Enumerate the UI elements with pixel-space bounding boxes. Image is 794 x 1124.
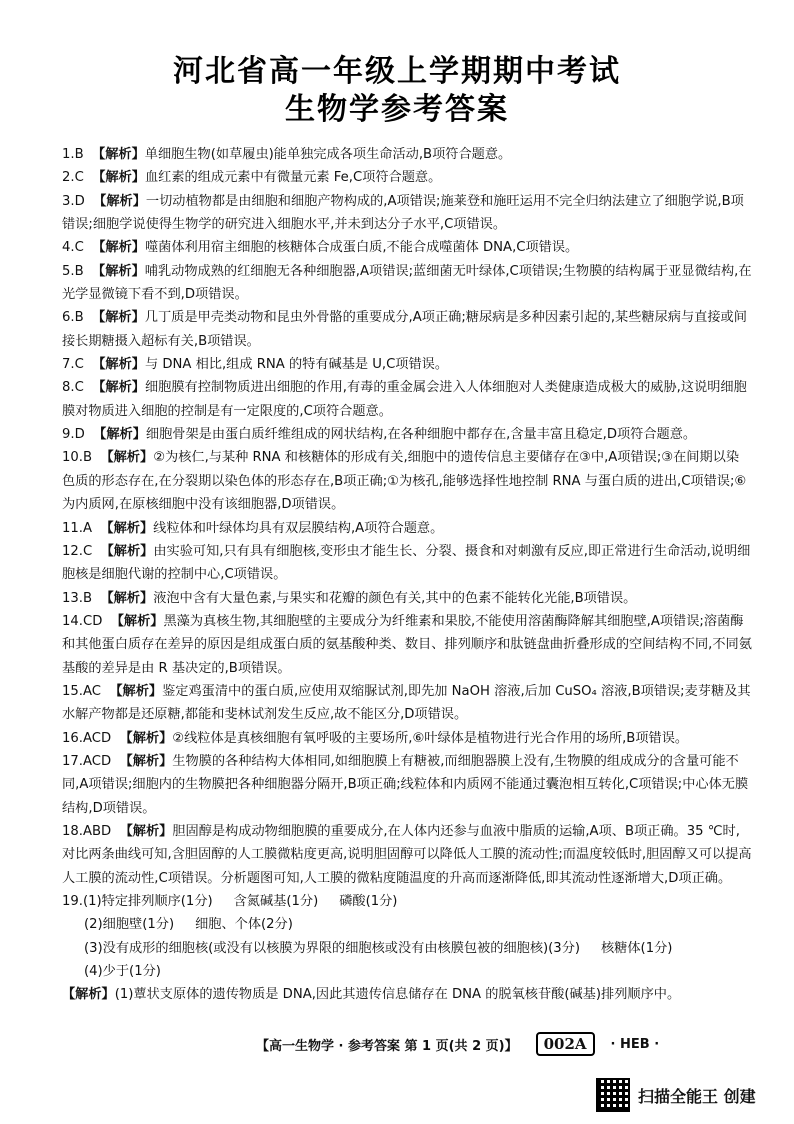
answer-letter: A <box>82 520 93 536</box>
analysis-text: ②线粒体是真核细胞有氧呼吸的主要场所,⑥叶绿体是植物进行光合作用的场所,B项错误。 <box>172 730 689 746</box>
question-number: 15. <box>62 683 83 699</box>
analysis-tag: 【解析】 <box>92 170 145 186</box>
analysis-tag: 【解析】 <box>62 987 115 1003</box>
analysis-text: 由实验可知,只有具有细胞核,变形虫才能生长、分裂、摄食和对刺激有反应,即正常进行生命活动,说明细胞核是细胞代谢的控制中心,C项错误。 <box>62 543 751 583</box>
analysis-text: 液泡中含有大量色素,与果实和花瓣的颜色有关,其中的色素不能转化光能,B项错误。 <box>153 590 637 606</box>
analysis-text: 一切动植物都是由细胞和细胞产物构成的,A项错误;施莱登和施旺运用不完全归纳法建立了细胞学说,B项错误;细胞学说使得生物学的研究进入细胞水平,并未到达分子水平,C项错误。 <box>62 193 744 233</box>
page-footer <box>256 1032 766 1056</box>
analysis-text: 线粒体和叶绿体均具有双层膜结构,A项符合题意。 <box>153 520 444 536</box>
answer-letter: D <box>74 427 85 443</box>
analysis-text: 生物膜的各种结构大体相同,如细胞膜上有糖被,而细胞器膜上没有,生物膜的组成成分的含量可能不同,A项错误;细胞内的生物膜把各种细胞器分隔开,B项正确;线粒体和内质网不能通过囊泡相互转化,C项错误;中心体无膜结构,D项错误。 <box>62 753 749 816</box>
paper-code: 002A <box>536 1032 595 1056</box>
answer-item <box>62 353 752 376</box>
answer-letter: ABD <box>82 823 112 839</box>
analysis-tag: 【解析】 <box>100 520 154 536</box>
analysis-tag: 【解析】 <box>119 753 173 769</box>
analysis-text: 胆固醇是构成动物细胞膜的重要成分,在人体内还参与血液中脂质的运输,A项、B项正确。35 ℃时,对比两条曲线可知,含胆固醇的人工膜微粘度更高,说明胆固醇可以降低人工膜的流动性;而温度较低时,胆固醇又可以提高人工膜的流动性,C项错误。分析题图可知,人工膜的微粘度随温度的升高而逐渐降低,即其流动性逐渐增大,D项正确。 <box>62 823 752 886</box>
page-title: 河北省高一年级上学期期中考试 <box>173 54 621 89</box>
analysis-tag: 【解析】 <box>92 147 145 162</box>
analysis-tag: 【解析】 <box>92 310 145 326</box>
answer-item <box>62 260 752 307</box>
answer-letter: D <box>74 193 85 209</box>
analysis-tag: 【解析】 <box>100 450 154 466</box>
analysis-text: 哺乳动物成熟的红细胞无各种细胞器,A项错误;蓝细菌无叶绿体,C项错误;生物膜的结构属于亚显微结构,在光学显微镜下看不到,D项错误。 <box>62 263 752 303</box>
answer-item <box>62 610 752 680</box>
question-number: 9. <box>62 427 75 443</box>
answer-letter: B <box>82 590 93 606</box>
answer-letter: C <box>74 240 84 256</box>
analysis-text: ②为核仁,与某种 RNA 和核糖体的形成有关,细胞中的遗传信息主要储存在③中,A项错误;③在间期以染色质的形态存在,在分裂期以染色体的形态存在,B项正确;①为核孔,能够选择性地控制 RNA 与蛋白质的进出,C项错误;⑥为内质网,在原核细胞中没有该细胞器,D项错误。 <box>62 450 747 513</box>
question-number: 7. <box>62 357 75 373</box>
analysis-text: 细胞膜有控制物质进出细胞的作用,有毒的重金属会进入人体细胞对人类健康造成极大的威胁,这说明细胞膜对物质进入细胞的控制是有一定限度的,C项符合题意。 <box>62 380 747 419</box>
question-number: 13. <box>62 590 83 606</box>
answer-line: (2)细胞壁(1分) 细胞、个体(2分) <box>84 917 293 933</box>
answer-item <box>62 727 752 750</box>
analysis-text: 鉴定鸡蛋清中的蛋白质,应使用双缩脲试剂,即先加 NaOH 溶液,后加 CuSO₄ 溶液,B项错误;麦芽糖及其水解产物都是还原糖,都能和斐林试剂发生反应,故不能区分,D项错误。 <box>62 683 751 723</box>
analysis-tag: 【解析】 <box>110 613 164 629</box>
answer-item <box>62 166 752 189</box>
answer-letter: B <box>74 310 84 326</box>
answer-item <box>62 587 752 610</box>
question-number: 17. <box>62 753 83 769</box>
scanner-watermark <box>596 1078 756 1112</box>
analysis-text: 单细胞生物(如草履虫)能单独完成各项生命活动,B项符合题意。 <box>144 147 512 162</box>
analysis-text: 血红素的组成元素中有微量元素 Fe,C项符合题意。 <box>144 170 442 186</box>
question-number: 1. <box>62 147 75 162</box>
analysis-text: 与 DNA 相比,组成 RNA 的特有碱基是 U,C项错误。 <box>144 357 449 373</box>
question-number: 2. <box>62 170 75 186</box>
answer-item <box>62 236 752 259</box>
answer-letter: B <box>74 263 84 279</box>
answer-letter: B <box>82 450 93 466</box>
answer-letter: AC <box>82 683 101 699</box>
answer-letter: CD <box>82 613 103 629</box>
analysis-tag: 【解析】 <box>93 193 146 209</box>
analysis-tag: 【解析】 <box>119 823 173 839</box>
analysis-tag: 【解析】 <box>92 357 145 373</box>
answer-item <box>62 423 752 446</box>
answer-letter: C <box>74 357 84 373</box>
answer-letter: B <box>74 147 84 162</box>
analysis-tag: 【解析】 <box>100 590 154 606</box>
analysis-tag: 【解析】 <box>92 380 145 396</box>
analysis-tag: 【解析】 <box>93 427 146 443</box>
analysis-text: 几丁质是甲壳类动物和昆虫外骨骼的重要成分,A项正确;糖尿病是多种因素引起的,某些糖尿病与直接或间接长期糖摄入超标有关,B项错误。 <box>62 310 747 349</box>
answer-item <box>62 446 752 516</box>
question-number: 19. <box>62 894 83 909</box>
question-number: 5. <box>62 263 75 279</box>
question-number: 10. <box>62 450 83 466</box>
question-number: 4. <box>62 240 75 256</box>
qr-code-icon <box>596 1078 630 1112</box>
answer-letter: C <box>74 170 84 186</box>
answer-line: (1)特定排列顺序(1分) 含氮碱基(1分) 磷酸(1分) <box>82 894 398 909</box>
answer-item <box>62 680 752 727</box>
answer-line: (3)没有成形的细胞核(或没有以核膜为界限的细胞核或没有由核膜包被的细胞核)(3分) 核糖体(1分) <box>84 940 673 956</box>
analysis-text: (1)蕈状支原体的遗传物质是 DNA,因此其遗传信息储存在 DNA 的脱氧核苷酸(碱基)排列顺序中。 <box>114 987 681 1003</box>
answer-list <box>62 143 752 1007</box>
page-subtitle: 生物学参考答案 <box>285 92 509 127</box>
watermark-text: 扫描全能王 创建 <box>638 1086 756 1106</box>
question-number: 8. <box>62 380 75 396</box>
answer-letter: ACD <box>82 730 112 746</box>
answer-item <box>62 820 752 890</box>
analysis-text: 黑藻为真核生物,其细胞壁的主要成分为纤维素和果胶,不能使用溶菌酶降解其细胞壁,A项错误;溶菌酶和其他蛋白质存在差异的原因是组成蛋白质的氨基酸种类、数目、排列顺序和肽链盘曲折叠形成的空间结构不同,不同氨基酸的差异是由 R 基决定的,B项错误。 <box>62 613 752 676</box>
answer-item <box>62 517 752 540</box>
answer-letter: C <box>82 543 93 559</box>
answer-item <box>62 143 752 166</box>
answer-item <box>62 376 752 423</box>
answer-item <box>62 750 752 820</box>
question-number: 12. <box>62 543 83 559</box>
analysis-tag: 【解析】 <box>100 543 154 559</box>
question-number: 3. <box>62 193 75 209</box>
question-number: 11. <box>62 520 83 536</box>
answer-item <box>62 540 752 587</box>
question-number: 16. <box>62 730 83 746</box>
analysis-tag: 【解析】 <box>119 730 173 746</box>
footer-text: 【高一生物学 · 参考答案 第 1 页(共 2 页)】 <box>256 1038 518 1054</box>
answer-item <box>62 306 752 353</box>
question-number: 14. <box>62 613 83 629</box>
analysis-text: 噬菌体利用宿主细胞的核糖体合成蛋白质,不能合成噬菌体 DNA,C项错误。 <box>144 240 579 256</box>
question-number: 6. <box>62 310 75 326</box>
question-number: 18. <box>62 823 83 839</box>
answer-item <box>62 190 752 237</box>
analysis-text: 细胞骨架是由蛋白质纤维组成的网状结构,在各种细胞中都存在,含量丰富且稳定,D项符合题意。 <box>145 427 697 443</box>
answer-line: (4)少于(1分) <box>84 964 161 980</box>
analysis-tag: 【解析】 <box>92 263 145 279</box>
answer-letter: C <box>74 380 84 396</box>
analysis-tag: 【解析】 <box>92 240 145 256</box>
answer-item-19 <box>62 890 752 1007</box>
footer-suffix: · HEB · <box>610 1036 660 1052</box>
answer-letter: ACD <box>82 753 112 769</box>
analysis-tag: 【解析】 <box>109 683 163 699</box>
